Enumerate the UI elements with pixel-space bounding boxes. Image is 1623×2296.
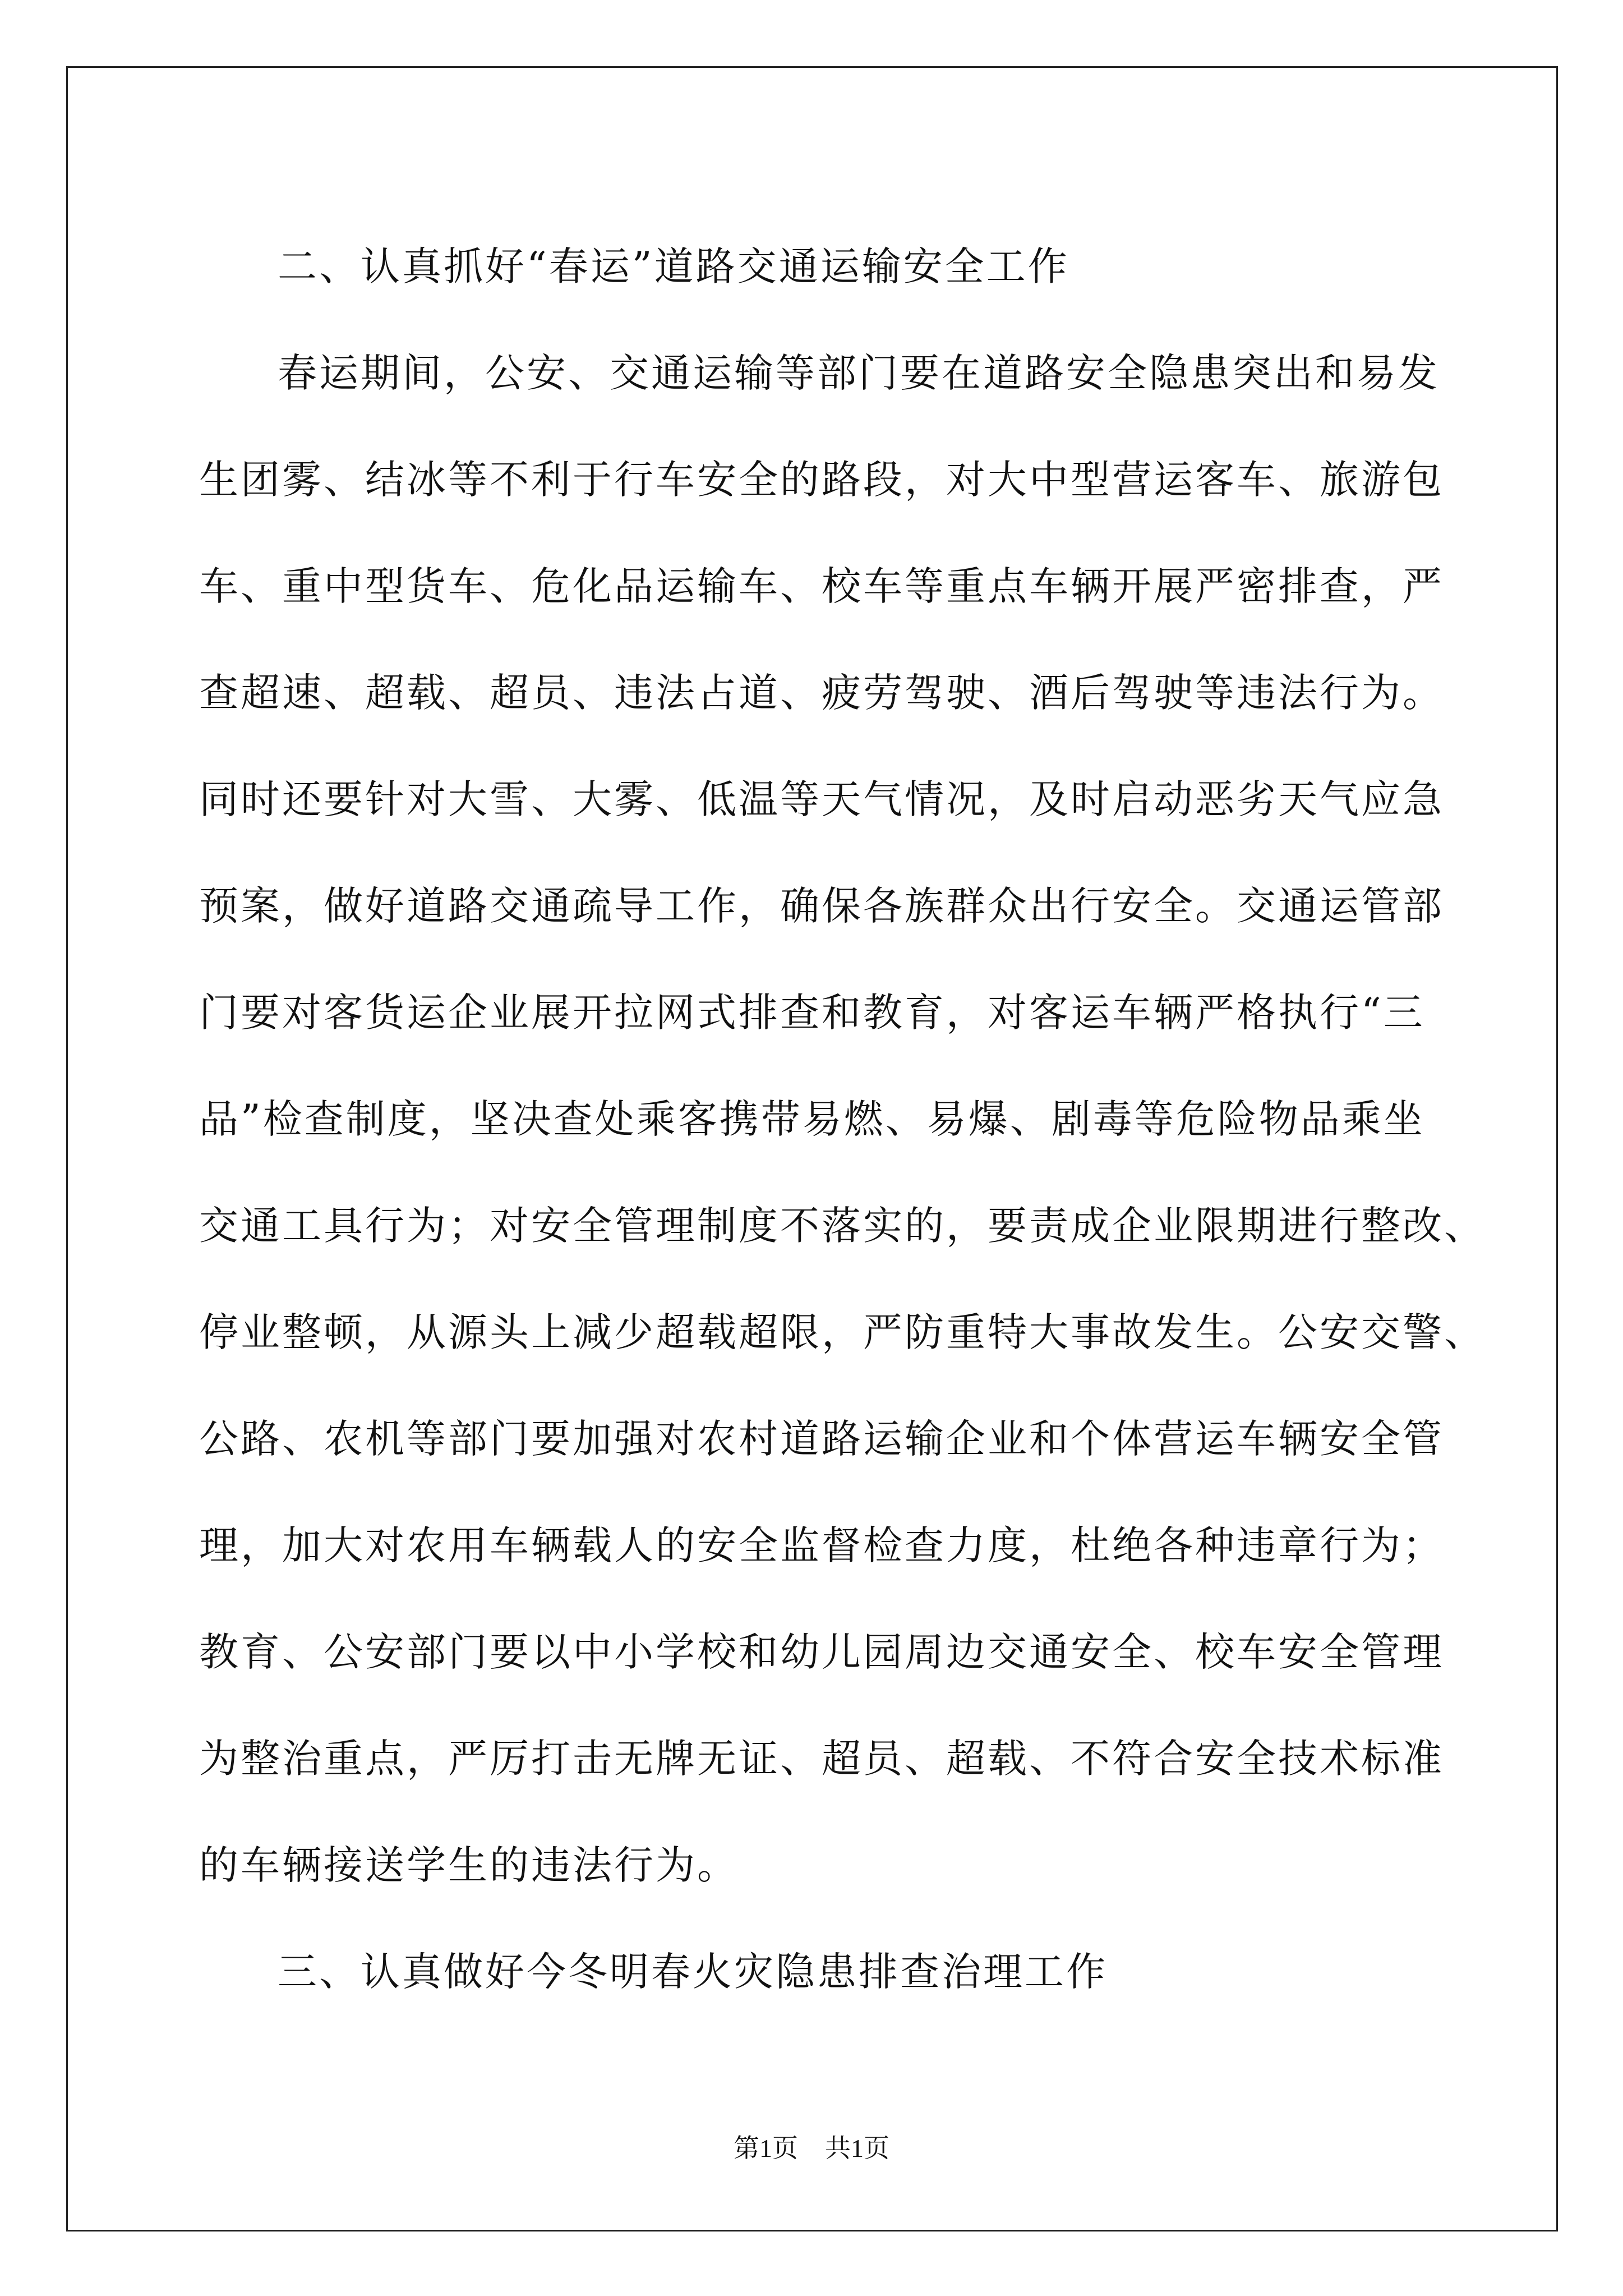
- paragraph-line: 车、重中型货车、危化品运输车、校车等重点车辆开展严密排查，严: [199, 563, 1444, 609]
- paragraph-line: 交通工具行为；对安全管理制度不落实的，要责成企业限期进行整改、: [199, 1203, 1486, 1249]
- page-number-total: 共1页: [825, 2134, 889, 2162]
- paragraph-line: 预案，做好道路交通疏导工作，确保各族群众出行安全。交通运管部: [199, 883, 1444, 929]
- page-number-current: 第1页: [734, 2134, 798, 2162]
- section-heading-3: 三、认真做好今冬明春火灾隐患排查治理工作: [278, 1949, 1108, 1995]
- page-footer: [0, 2132, 1623, 2165]
- paragraph-line: 理，加大对农用车辆载人的安全监督检查力度，杜绝各种违章行为；: [199, 1522, 1444, 1568]
- paragraph: [199, 320, 1486, 1918]
- paragraph-line: 门要对客货运企业展开拉网式排查和教育，对客运车辆严格执行“三: [199, 990, 1425, 1036]
- paragraph-line: 公路、农机等部门要加强对农村道路运输企业和个体营运车辆安全管: [199, 1416, 1444, 1462]
- paragraph-line: 查超速、超载、超员、违法占道、疲劳驾驶、酒后驾驶等违法行为。: [199, 670, 1444, 716]
- section-heading-2: 二、认真抓好“春运”道路交通运输安全工作: [278, 243, 1069, 289]
- paragraph-line: 同时还要针对大雪、大雾、低温等天气情况，及时启动恶劣天气应急: [199, 776, 1444, 822]
- paragraph-line: 停业整顿，从源头上减少超载超限，严防重特大事故发生。公安交警、: [199, 1309, 1486, 1355]
- paragraph-line: 品”检查制度，坚决查处乘客携带易燃、易爆、剧毒等危险物品乘坐: [199, 1096, 1425, 1142]
- paragraph-line: 的车辆接送学生的违法行为。: [199, 1842, 739, 1888]
- paragraph-line: 春运期间，公安、交通运输等部门要在道路安全隐患突出和易发: [278, 350, 1440, 396]
- paragraph-line: 教育、公安部门要以中小学校和幼儿园周边交通安全、校车安全管理: [199, 1629, 1444, 1675]
- document-body: [199, 213, 1486, 2025]
- paragraph-line: 为整治重点，严厉打击无牌无证、超员、超载、不符合安全技术标准: [199, 1736, 1444, 1782]
- paragraph-line: 生团雾、结冰等不利于行车安全的路段，对大中型营运客车、旅游包: [199, 457, 1444, 503]
